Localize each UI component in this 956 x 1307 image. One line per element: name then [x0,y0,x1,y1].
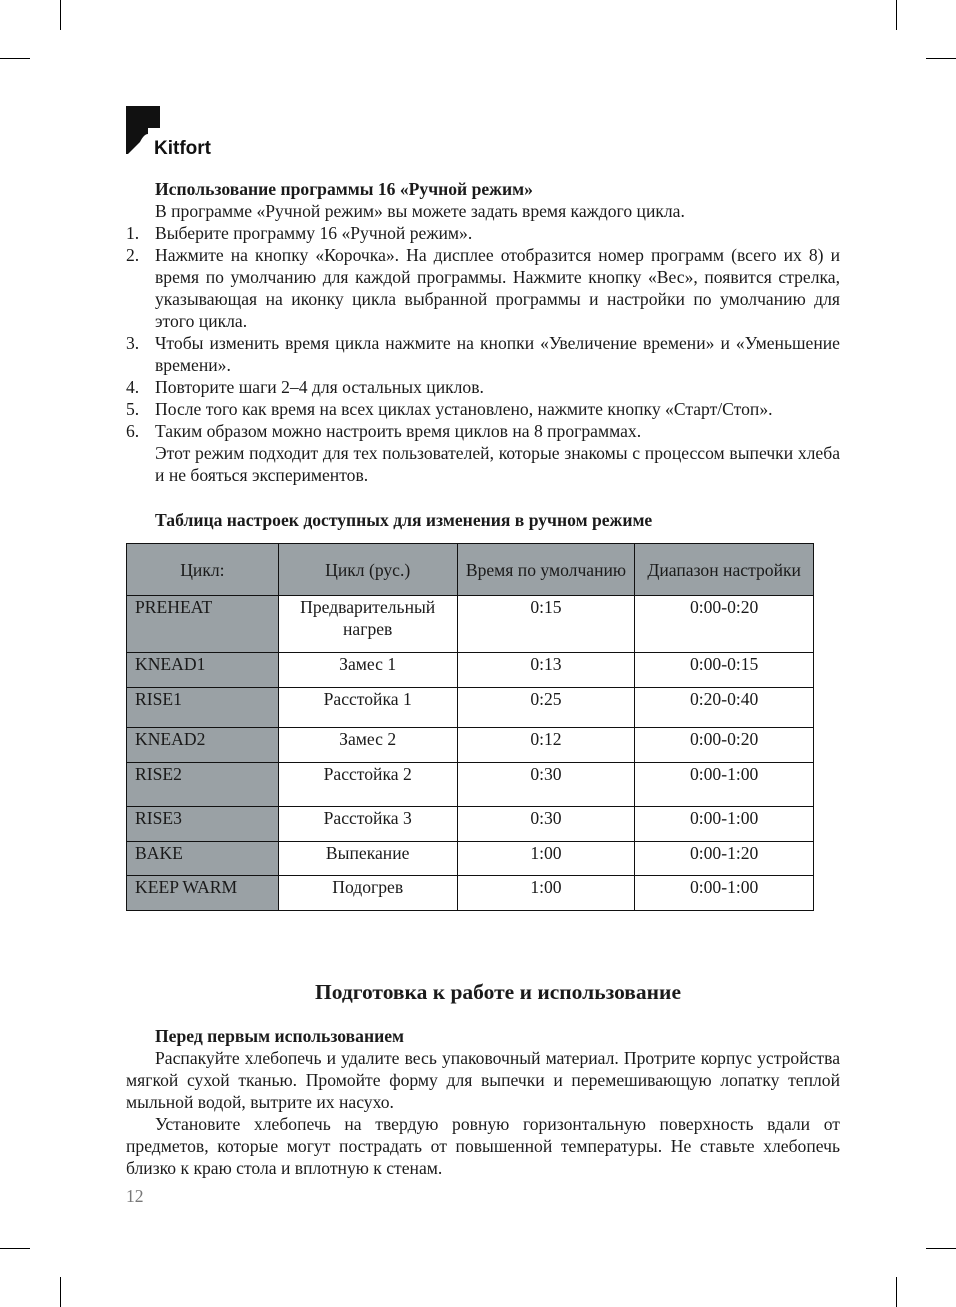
paragraph: Установите хлебопечь на твердую ровную горизонтальную поверхность вдали от предметов, которые могут пострадать от повышенной температуры. Не ставьте хлебопечь близко к краю стола и вплотную к стенам. [126,1114,840,1178]
table-cell: 0:20-0:40 [635,688,814,728]
cycle-settings-table [126,543,814,911]
brand-name: Kitfort [154,138,211,159]
section-content [126,1025,840,1179]
table-cell: 0:00-0:20 [635,728,814,763]
table-header-row [127,544,814,596]
crop-mark [926,58,956,59]
list-item: 6. Таким образом можно настроить время циклов на 8 программах. [126,421,642,441]
table-cell: BAKE [127,842,279,876]
section-title: Подготовка к работе и использование [315,980,681,1004]
list-item: 2. Нажмите на кнопку «Корочка». На дисплее отобразится номер программ (всего их 8) и время по умолчанию для каждой программы. Нажмите кнопку «Вес», появится стрелка, указывающая на иконку цикла выбранной программы и настройки по умолчанию для этого цикла. [126,245,840,331]
list-item: 5. После того как время на всех циклах установлено, нажмите кнопку «Старт/Стоп». [126,399,773,419]
column-header: Цикл (рус.) [278,544,457,596]
list-item: 1. Выберите программу 16 «Ручной режим». [126,223,473,243]
table-cell: Расстойка 3 [278,807,457,842]
table-cell: KNEAD1 [127,653,279,688]
list-item: 4. Повторите шаги 2–4 для остальных циклов. [126,377,484,397]
table-cell: 1:00 [457,842,635,876]
table-cell: Расстойка 2 [278,763,457,807]
table-cell: 0:30 [457,807,635,842]
table-cell: 0:00-0:20 [635,596,814,653]
table-cell: 0:15 [457,596,635,653]
table-cell: 0:25 [457,688,635,728]
page-number: 12 [126,1186,144,1206]
manual-content [126,178,840,911]
crop-mark [896,1277,897,1307]
crop-mark [60,1277,61,1307]
crop-mark [896,0,897,30]
list-item: 3. Чтобы изменить время цикла нажмите на кнопки «Увеличение времени» и «Уменьшение времени». [126,333,840,375]
table-cell: 0:13 [457,653,635,688]
brand-logo [126,106,226,158]
table-cell: 0:00-1:20 [635,842,814,876]
crop-mark [0,58,30,59]
table-cell: 0:00-1:00 [635,763,814,807]
table-cell: KEEP WARM [127,876,279,911]
table-cell: PREHEAT [127,596,279,653]
table-cell: 0:30 [457,763,635,807]
table-row [127,653,814,688]
table-cell: Подогрев [278,876,457,911]
table-cell: Предварительный нагрев [278,596,457,653]
steps-list [126,222,840,442]
program-intro: В программе «Ручной режим» вы можете задать время каждого цикла. [155,201,685,221]
crop-mark [0,1248,30,1249]
column-header: Диапазон настройки [635,544,814,596]
table-title: Таблица настроек доступных для изменения в ручном режиме [155,510,653,530]
table-cell: 0:12 [457,728,635,763]
table-row [127,688,814,728]
table-cell: RISE2 [127,763,279,807]
column-header: Цикл: [127,544,279,596]
table-cell: Замес 2 [278,728,457,763]
table-cell: RISE3 [127,807,279,842]
table-cell: Замес 1 [278,653,457,688]
column-header: Время по умолчанию [457,544,635,596]
table-cell: Выпекание [278,842,457,876]
paragraph: Распакуйте хлебопечь и удалите весь упаковочный материал. Протрите корпус устройства мягкой сухой тканью. Промойте форму для выпечки и перемешивающую лопатку теплой мыльной водой, вытрите их насухо. [126,1048,840,1112]
program-heading: Использование программы 16 «Ручной режим» [155,179,533,199]
table-row [127,728,814,763]
table-cell: 0:00-1:00 [635,876,814,911]
table-row [127,807,814,842]
table-row [127,763,814,807]
table-cell: 1:00 [457,876,635,911]
table-cell: 0:00-0:15 [635,653,814,688]
crop-mark [60,0,61,30]
table-cell: RISE1 [127,688,279,728]
mode-note: Этот режим подходит для тех пользователей, которые знакомы с процессом выпечки хлеба и не бояться экспериментов. [155,443,840,485]
table-row [127,596,814,653]
table-row [127,842,814,876]
section-subtitle: Перед первым использованием [155,1026,405,1046]
table-cell: Расстойка 1 [278,688,457,728]
crop-mark [926,1248,956,1249]
table-row [127,876,814,911]
table-cell: 0:00-1:00 [635,807,814,842]
table-cell: KNEAD2 [127,728,279,763]
